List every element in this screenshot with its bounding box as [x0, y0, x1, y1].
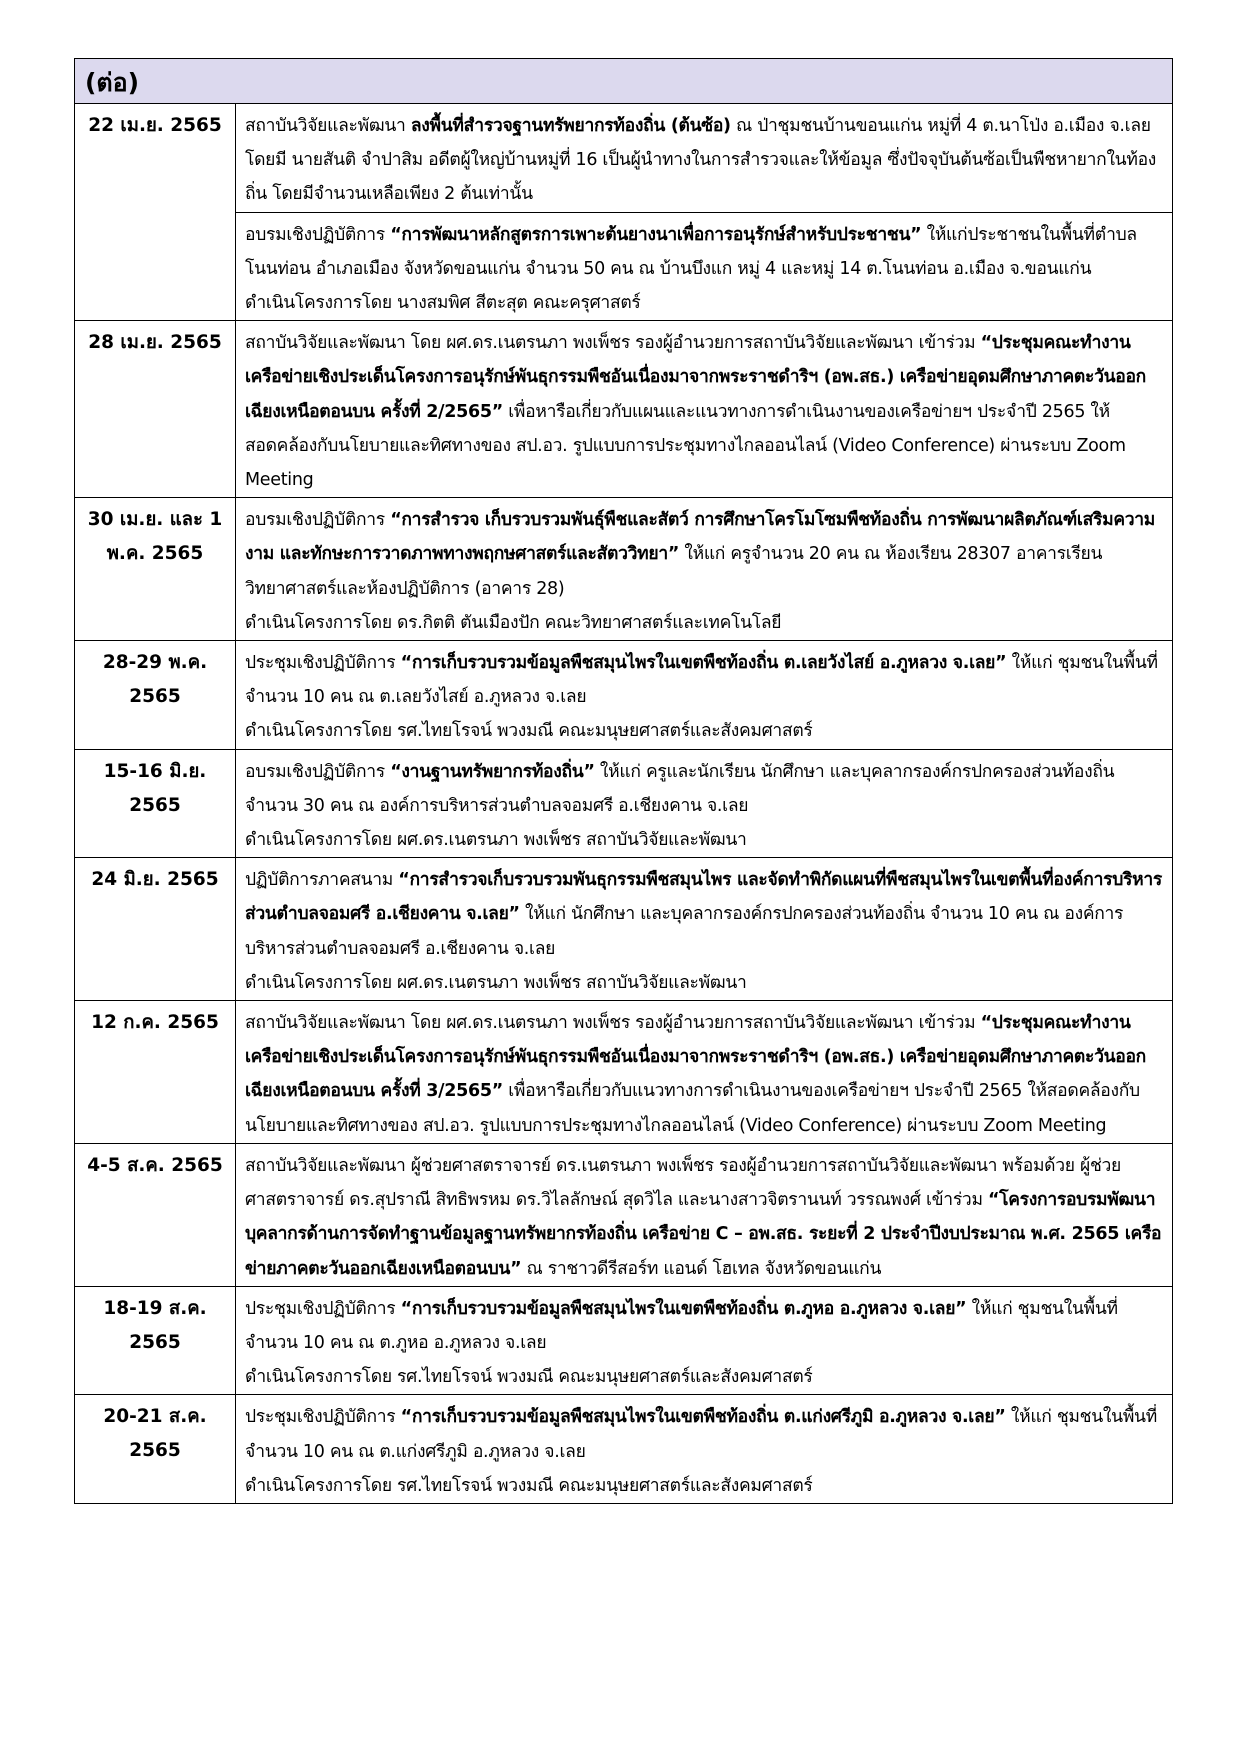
description-text: ให้แก่ ชุมชนในพื้นที่ จำนวน 10 คน ณ ต.เลยวังไสย์ อ.ภูหลวง จ.เลย [245, 653, 1158, 708]
activity-title: “การเก็บรวบรวมข้อมูลพืชสมุนไพรในเขตพืชท้องถิ่น ต.ภูหอ อ.ภูหลวง จ.เลย” [400, 1298, 967, 1319]
row-date: 12 ก.ค. 2565 [75, 1001, 236, 1144]
description-text: ณ ป่าชุมชนบ้านขอนแก่น หมู่ที่ 4 ต.นาโป่ง อ.เมือง จ.เลย โดยมี นายสันติ จำปาสิม อดีตผู้ใหญ่บ้านหมู่ที่ 16 เป็นผู้นำทางในการสำรวจและให้ข้อมูล ซึ่งปัจจุบันต้นซ้อเป็นพืชหายากในท้องถิ่น โดยมีจำนวนเหลือเพียง 2 ต้นเท่านั้น [245, 116, 1157, 205]
description-paragraph [245, 326, 1164, 497]
table-row [75, 1143, 1173, 1286]
activity-title: “โครงการอบรมพัฒนาบุคลากรด้านการจัดทำฐานข้อมูลฐานทรัพยากรท้องถิ่น เครือข่าย C – อพ.สธ. ระยะที่ 2 ประจำปีงบประมาณ พ.ศ. 2565 เครือข่ายภาคตะวันออกเฉียงเหนือตอนบน” [245, 1190, 1162, 1279]
description-text: ประชุมเชิงปฏิบัติการ [245, 653, 401, 674]
row-description [236, 858, 1173, 1001]
row-date: 15-16 มิ.ย. 2565 [75, 749, 236, 858]
activity-title: “งานฐานทรัพยากรท้องถิ่น” [390, 761, 595, 782]
description-text: ให้แก่ นักศึกษา และบุคลากรองค์กรปกครองส่วนท้องถิ่น จำนวน 10 คน ณ องค์การบริหารส่วนตำบลจอมศรี อ.เชียงคาน จ.เลย [245, 904, 1124, 959]
row-description [236, 1286, 1173, 1395]
activity-title: “ประชุมคณะทำงานเครือข่ายเชิงประเด็นโครงการอนุรักษ์พันธุกรรมพืชอันเนื่องมาจากพระราชดำริฯ (อพ.สธ.) เครือข่ายอุดมศึกษาภาคตะวันออกเฉียงเหนือตอนบน ครั้งที่ 3/2565” [245, 1013, 1146, 1102]
table-row [75, 1286, 1173, 1395]
table-row [75, 212, 1173, 321]
table-row [75, 858, 1173, 1001]
continued-header-row [75, 59, 1173, 104]
row-description [236, 641, 1173, 750]
row-date: 28-29 พ.ค. 2565 [75, 641, 236, 750]
row-date: 30 เม.ย. และ 1 พ.ค. 2565 [75, 498, 236, 641]
description-text: ให้แก่ ครูจำนวน 20 คน ณ ห้องเรียน 28307 อาคารเรียนวิทยาศาสตร์และห้องปฏิบัติการ (อาคาร 28) [245, 544, 1103, 599]
table-row [75, 749, 1173, 858]
activity-title: “การเก็บรวบรวมข้อมูลพืชสมุนไพรในเขตพืชท้องถิ่น ต.แก่งศรีภูมิ อ.ภูหลวง จ.เลย” [400, 1407, 1006, 1428]
description-text: ดำเนินโครงการโดย ดร.กิตติ ตันเมืองปัก คณะวิทยาศาสตร์และเทคโนโลยี [245, 612, 782, 633]
row-description [236, 749, 1173, 858]
table-row [75, 1001, 1173, 1144]
description-text: เพื่อหารือเกี่ยวกับแผนและแนวทางการดำเนินงานของเครือข่ายฯ ประจำปี 2565 ให้สอดคล้องกับนโยบายและทิศทางของ สป.อว. รูปแบบการประชุมทางไกลออนไลน์ (Video Conference) ผ่านระบบ Zoom Meeting [245, 401, 1126, 491]
description-paragraph [245, 218, 1164, 321]
description-text: ประชุมเชิงปฏิบัติการ [245, 1407, 401, 1428]
description-text: ดำเนินโครงการโดย รศ.ไทยโรจน์ พวงมณี คณะมนุษยศาสตร์และสังคมศาสตร์ [245, 721, 813, 742]
description-text: ให้แก่ ชุมชนในพื้นที่ จำนวน 10 คน ณ ต.แก่งศรีภูมิ อ.ภูหลวง จ.เลย [245, 1407, 1157, 1462]
row-description [236, 1001, 1173, 1144]
row-description [236, 498, 1173, 641]
description-text: ดำเนินโครงการโดย ผศ.ดร.เนตรนภา พงเพ็ชร สถาบันวิจัยและพัฒนา [245, 972, 747, 993]
row-description [236, 1395, 1173, 1504]
row-date: 20-21 ส.ค. 2565 [75, 1395, 236, 1504]
description-paragraph [245, 646, 1164, 749]
row-date: 4-5 ส.ค. 2565 [75, 1143, 236, 1286]
description-paragraph [245, 1006, 1164, 1143]
description-text: ประชุมเชิงปฏิบัติการ [245, 1298, 401, 1319]
table-row [75, 104, 1173, 213]
activity-title: “การสำรวจเก็บรวบรวมพันธุกรรมพืชสมุนไพร และจัดทำพิกัดแผนที่พืชสมุนไพรในเขตพื้นที่องค์การบริหารส่วนตำบลจอมศรี อ.เชียงคาน จ.เลย” [245, 870, 1162, 925]
description-text: สถาบันวิจัยและพัฒนา ผู้ช่วยศาสตราจารย์ ดร.เนตรนภา พงเพ็ชร รองผู้อำนวยการสถาบันวิจัยและพัฒนา พร้อมด้วย ผู้ช่วยศาสตราจารย์ ดร.สุปราณี สิทธิพรหม ดร.วิไลลักษณ์ สุดวิไล และนางสาวจิตรานนท์ วรรณพงศ์ เข้าร่วม [245, 1155, 1122, 1211]
row-description [236, 212, 1173, 321]
description-text: อบรมเชิงปฏิบัติการ [245, 510, 391, 531]
description-text: ให้แก่ ครูและนักเรียน นักศึกษา และบุคลากรองค์กรปกครองส่วนท้องถิ่น จำนวน 30 คน ณ องค์การบริหารส่วนตำบลจอมศรี อ.เชียงคาน จ.เลย [245, 761, 1115, 816]
description-text: ณ ราชาวดีรีสอร์ท แอนด์ โฮเทล จังหวัดขอนแก่น [521, 1258, 882, 1279]
table-row [75, 1395, 1173, 1504]
activity-title: “การสำรวจ เก็บรวบรวมพันธุ์พืชและสัตว์ การศึกษาโครโมโซมพืชท้องถิ่น การพัฒนาผลิตภัณฑ์เสริมความงาม และทักษะการวาดภาพทางพฤกษศาสตร์และสัตววิทยา” [245, 510, 1156, 565]
activity-title: “การพัฒนาหลักสูตรการเพาะต้นยางนาเพื่อการอนุรักษ์สำหรับประชาชน” [390, 224, 922, 245]
table-body [75, 59, 1173, 1504]
description-text: อบรมเชิงปฏิบัติการ [245, 761, 391, 782]
table-row [75, 498, 1173, 641]
row-date: 28 เม.ย. 2565 [75, 321, 236, 498]
description-text: สถาบันวิจัยและพัฒนา โดย ผศ.ดร.เนตรนภา พงเพ็ชร รองผู้อำนวยการสถาบันวิจัยและพัฒนา เข้าร่วม [245, 1013, 981, 1034]
description-text: ปฏิบัติการภาคสนาม [245, 870, 399, 891]
description-paragraph [245, 1292, 1164, 1395]
activity-title: ลงพื้นที่สำรวจฐานทรัพยากรท้องถิ่น (ต้นซ้อ) [410, 116, 731, 136]
description-paragraph [245, 863, 1164, 1000]
description-text: ดำเนินโครงการโดย รศ.ไทยโรจน์ พวงมณี คณะมนุษยศาสตร์และสังคมศาสตร์ [245, 1475, 813, 1496]
description-text: ให้แก่ประชาชนในพื้นที่ตำบลโนนท่อน อำเภอเมือง จังหวัดขอนแก่น จำนวน 50 คน ณ บ้านบึงแก หมู่ 4 และหมู่ 14 ต.โนนท่อน อ.เมือง จ.ขอนแก่น [245, 224, 1137, 279]
description-text: สถาบันวิจัยและพัฒนา [245, 116, 411, 136]
table-row [75, 321, 1173, 498]
description-paragraph [245, 1400, 1164, 1503]
description-paragraph [245, 755, 1164, 858]
row-description [236, 1143, 1173, 1286]
description-paragraph [245, 109, 1164, 212]
description-text: ดำเนินโครงการโดย นางสมพิศ สีตะสุต คณะครุศาสตร์ [245, 293, 641, 314]
row-date: 22 เม.ย. 2565 [75, 104, 236, 321]
description-text: เพื่อหารือเกี่ยวกับแนวทางการดำเนินงานของเครือข่ายฯ ประจำปี 2565 ให้สอดคล้องกับนโยบายและทิศทางของ สป.อว. รูปแบบการประชุมทางไกลออนไลน์ (Video Conference) ผ่านระบบ Zoom Meeting [245, 1081, 1140, 1136]
description-paragraph [245, 1149, 1164, 1286]
row-description [236, 321, 1173, 498]
activity-title: “การเก็บรวบรวมข้อมูลพืชสมุนไพรในเขตพืชท้องถิ่น ต.เลยวังไสย์ อ.ภูหลวง จ.เลย” [400, 653, 1007, 674]
description-paragraph [245, 503, 1164, 640]
activity-title: “ประชุมคณะทำงานเครือข่ายเชิงประเด็นโครงการอนุรักษ์พันธุกรรมพืชอันเนื่องมาจากพระราชดำริฯ (อพ.สธ.) เครือข่ายอุดมศึกษาภาคตะวันออกเฉียงเหนือตอนบน ครั้งที่ 2/2565” [245, 333, 1146, 422]
activity-table [74, 58, 1173, 1504]
table-row [75, 641, 1173, 750]
description-text: สถาบันวิจัยและพัฒนา โดย ผศ.ดร.เนตรนภา พงเพ็ชร รองผู้อำนวยการสถาบันวิจัยและพัฒนา เข้าร่วม [245, 333, 981, 354]
description-text: ดำเนินโครงการโดย รศ.ไทยโรจน์ พวงมณี คณะมนุษยศาสตร์และสังคมศาสตร์ [245, 1367, 813, 1388]
row-date: 24 มิ.ย. 2565 [75, 858, 236, 1001]
row-date: 18-19 ส.ค. 2565 [75, 1286, 236, 1395]
description-text: ให้แก่ ชุมชนในพื้นที่ จำนวน 10 คน ณ ต.ภูหอ อ.ภูหลวง จ.เลย [245, 1298, 1118, 1353]
description-text: อบรมเชิงปฏิบัติการ [245, 224, 391, 245]
row-description [236, 104, 1173, 213]
continued-label: (ต่อ) [75, 59, 1173, 104]
description-text: ดำเนินโครงการโดย ผศ.ดร.เนตรนภา พงเพ็ชร สถาบันวิจัยและพัฒนา [245, 830, 747, 851]
